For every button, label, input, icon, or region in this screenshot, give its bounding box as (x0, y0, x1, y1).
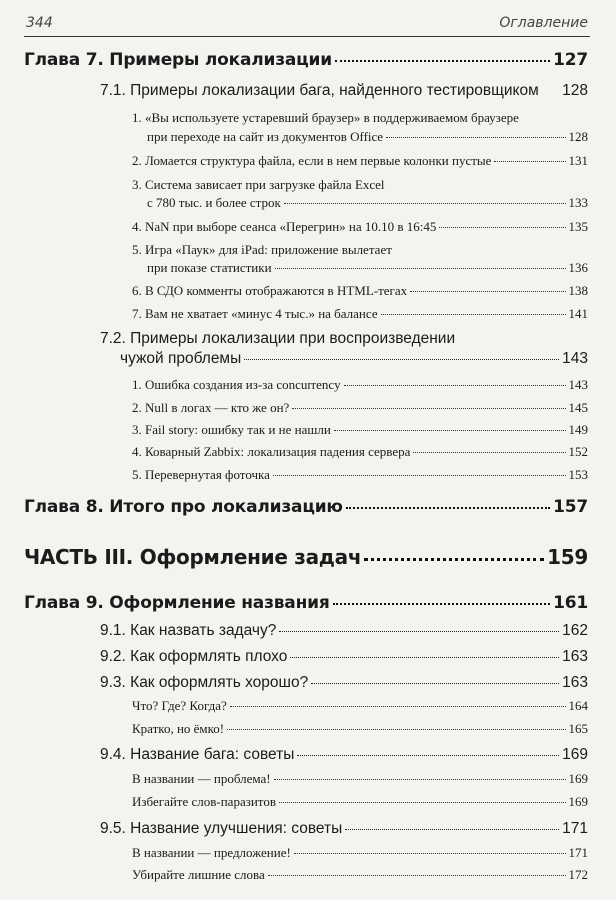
toc-item-9-4-2[interactable] (132, 794, 588, 810)
toc-entry-title: 4. NaN при выборе сеанса «Перегрин» на 10.10 в 16:45 (132, 219, 437, 234)
dot-leader (381, 314, 566, 315)
toc-entry-title: 9.2. Как оформлять плохо (100, 648, 288, 665)
toc-entry-title: 9.5. Название улучшения: советы (100, 820, 343, 837)
dot-leader (386, 137, 565, 138)
toc-entry-title: 2. Null в логах — кто же он? (132, 400, 290, 415)
toc-page-number: 149 (568, 422, 588, 437)
dot-leader (364, 558, 544, 561)
toc-item-7-1-1[interactable] (147, 129, 588, 145)
toc-item-7-1-5-line1: 5. Игра «Паук» для iPad: приложение вылетает (132, 242, 392, 257)
toc-item-7-1-3[interactable] (147, 195, 588, 211)
toc-item-7-1-5[interactable] (147, 260, 588, 276)
dot-leader (274, 779, 566, 780)
toc-section-9-1[interactable] (100, 622, 588, 640)
dot-leader (344, 385, 566, 386)
toc-page-number: 164 (568, 698, 588, 713)
toc-page-number: 169 (568, 794, 588, 809)
dot-leader (346, 507, 550, 509)
dot-leader (290, 657, 559, 658)
toc-page-number: 143 (562, 350, 588, 367)
dot-leader (333, 603, 551, 605)
toc-page-number: 159 (547, 545, 588, 569)
toc-page-number: 161 (553, 593, 588, 613)
dot-leader (410, 291, 565, 292)
dot-leader (311, 683, 559, 684)
dot-leader (345, 829, 559, 830)
toc-entry-title: ЧАСТЬ III. Оформление задач (24, 545, 362, 569)
toc-page-number: 141 (568, 306, 588, 321)
toc-entry-title: Кратко, но ёмко! (132, 721, 225, 736)
toc-page-number: 133 (568, 195, 588, 210)
toc-entry-title: В названии — проблема! (132, 771, 271, 786)
toc-item-7-2-5[interactable] (132, 467, 588, 483)
dot-leader (294, 853, 566, 854)
toc-section-7-2-line1: 7.2. Примеры локализации при воспроизведении (100, 330, 456, 347)
toc-entry-title: Убирайте лишние слова (132, 867, 265, 882)
toc-chapter-8[interactable] (24, 497, 588, 517)
toc-section-9-5[interactable] (100, 820, 588, 838)
toc-entry-title: Что? Где? Когда? (132, 698, 227, 713)
toc-item-7-1-1-line1: 1. «Вы используете устаревший браузер» в поддерживаемом браузере (132, 110, 519, 125)
toc-page-number: 135 (568, 219, 588, 234)
toc-section-9-2[interactable] (100, 648, 588, 666)
toc-item-7-1-4[interactable] (132, 219, 588, 235)
toc-item-9-4-1[interactable] (132, 771, 588, 787)
toc-page-number: 128 (568, 129, 588, 144)
dot-leader (279, 802, 566, 803)
toc-section-9-4[interactable] (100, 746, 588, 764)
dot-leader (297, 755, 559, 756)
dot-leader (244, 359, 559, 360)
toc-entry-title: 6. В СДО комменты отображаются в HTML-тегах (132, 283, 408, 298)
toc-page-number: 143 (568, 377, 588, 392)
toc-entry-title: с 780 тыс. и более строк (147, 195, 281, 210)
toc-entry-title: Глава 9. Оформление названия (24, 593, 330, 613)
toc-entry-title: 9.4. Название бага: советы (100, 746, 295, 763)
dot-leader (494, 161, 565, 162)
toc-chapter-7[interactable] (24, 50, 588, 70)
toc-entry-title: 7. Вам не хватает «минус 4 тыс.» на балансе (132, 306, 378, 321)
dot-leader (279, 631, 559, 632)
dot-leader (268, 875, 566, 876)
toc-page-number: 169 (562, 746, 588, 763)
toc-page-number: 153 (568, 467, 588, 482)
toc-item-7-2-1[interactable] (132, 377, 588, 393)
toc-page-number: 169 (568, 771, 588, 786)
dot-leader (439, 227, 565, 228)
toc-entry-title: 1. Ошибка создания из-за concurrency (132, 377, 341, 392)
dot-leader (413, 452, 565, 453)
toc-item-7-1-2[interactable] (132, 153, 588, 169)
toc-section-9-3[interactable] (100, 674, 588, 692)
toc-section-7-2[interactable] (120, 350, 588, 368)
toc-page-number: 131 (568, 153, 588, 168)
running-title: Оглавление (499, 15, 588, 31)
toc-entry-title: при переходе на сайт из документов Office (147, 129, 384, 144)
toc-item-7-1-6[interactable] (132, 283, 588, 299)
toc-page-number: 163 (562, 648, 588, 665)
toc-item-9-5-2[interactable] (132, 867, 588, 883)
toc-page-number: 157 (553, 497, 588, 517)
toc-page-number: 145 (568, 400, 588, 415)
toc-item-7-2-3[interactable] (132, 422, 588, 438)
toc-entry-title: чужой проблемы (120, 350, 242, 367)
toc-page-number: 171 (568, 845, 588, 860)
toc-page-number: 127 (553, 50, 588, 70)
dot-leader (334, 430, 566, 431)
dot-leader (292, 408, 565, 409)
toc-item-7-2-2[interactable] (132, 400, 588, 416)
dot-leader (335, 60, 550, 62)
toc-chapter-9[interactable] (24, 593, 588, 613)
dot-leader (273, 475, 566, 476)
toc-entry-title: Избегайте слов-паразитов (132, 794, 276, 809)
toc-item-7-1-7[interactable] (132, 306, 588, 322)
toc-page-number: 162 (562, 622, 588, 639)
toc-page-number: 128 (562, 82, 588, 99)
toc-entry-title: 2. Ломается структура файла, если в нем первые колонки пустые (132, 153, 492, 168)
toc-page-number: 136 (568, 260, 588, 275)
page-header (24, 8, 590, 37)
toc-page-number: 165 (568, 721, 588, 736)
toc-entry-title: 4. Коварный Zabbix: локализация падения сервера (132, 444, 411, 459)
toc-entry-title: 5. Перевернутая фоточка (132, 467, 270, 482)
toc-entry-title: В названии — предложение! (132, 845, 291, 860)
dot-leader (230, 706, 566, 707)
toc-entry-title: при показе статистики (147, 260, 272, 275)
toc-item-9-3-1[interactable] (132, 698, 588, 714)
toc-entry-title: 3. Fail story: ошибку так и не нашли (132, 422, 331, 437)
toc-entry-title: Глава 8. Итого про локализацию (24, 497, 343, 517)
dot-leader (227, 729, 565, 730)
toc-item-9-5-1[interactable] (132, 845, 588, 861)
toc-part-3[interactable] (24, 545, 588, 569)
dot-leader (275, 268, 566, 269)
toc-item-7-1-3-line1: 3. Система зависает при загрузке файла Excel (132, 177, 385, 192)
toc-entry-title: 7.1. Примеры локализации бага, найденного тестировщиком (100, 82, 539, 99)
toc-item-9-3-2[interactable] (132, 721, 588, 737)
toc-page-number: 138 (568, 283, 588, 298)
toc-page-number: 152 (568, 444, 588, 459)
toc-page-number: 172 (568, 867, 588, 882)
toc-page-number: 163 (562, 674, 588, 691)
page-number: 344 (26, 15, 53, 31)
toc-item-7-2-4[interactable] (132, 444, 588, 460)
toc-entry-title: 9.3. Как оформлять хорошо? (100, 674, 309, 691)
toc-page-number: 171 (562, 820, 588, 837)
toc-entry-title: 9.1. Как назвать задачу? (100, 622, 277, 639)
toc-section-7-1[interactable] (100, 82, 588, 100)
dot-leader (284, 203, 566, 204)
toc-entry-title: Глава 7. Примеры локализации (24, 50, 332, 70)
